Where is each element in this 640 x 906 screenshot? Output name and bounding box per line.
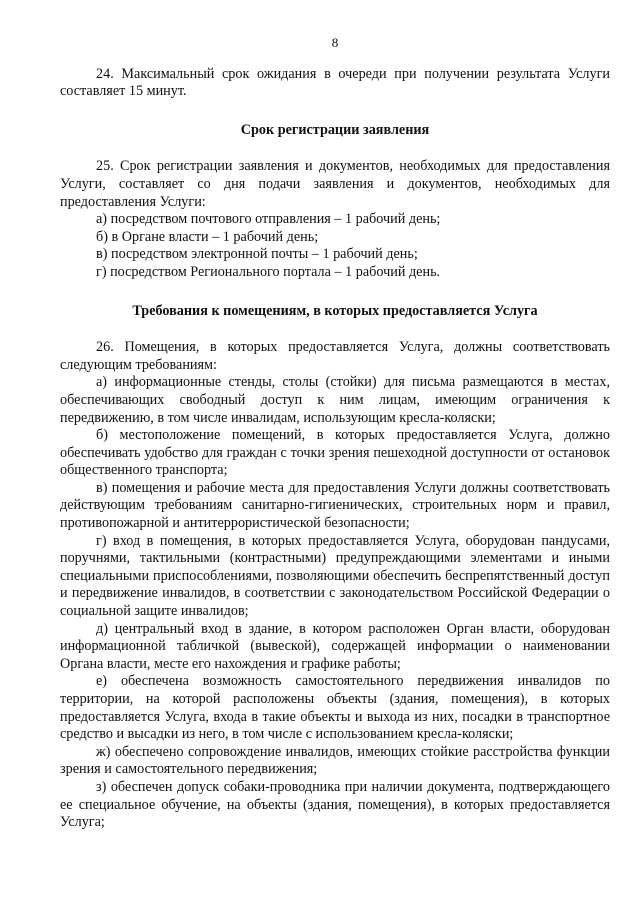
list-item: б) местоположение помещений, в которых предоставляется Услуга, должно обеспечивать удобство для граждан с точки зрения пешеходной доступности от остановок общественного транспорта; — [60, 427, 610, 479]
page-number: 8 — [331, 35, 339, 50]
paragraph-26: 26. Помещения, в которых предоставляется Услуга, должны соответствовать следующим требованиям: — [60, 339, 610, 373]
section-heading-premises: Требования к помещениям, в которых предоставляется Услуга — [132, 302, 538, 319]
paragraph-25: 25. Срок регистрации заявления и документов, необходимых для предоставления Услуги, составляет со дня подачи заявления и документов, необходимых для предоставления Услуги: — [60, 158, 610, 210]
list-item: ж) обеспечено сопровождение инвалидов, имеющих стойкие расстройства функции зрения и самостоятельного передвижения; — [60, 743, 610, 778]
list-item: а) посредством почтового отправления – 1 рабочий день; — [96, 211, 441, 228]
list-item: г) вход в помещения, в которых предоставляется Услуга, оборудован пандусами, поручнями, тактильными (контрастными) предупреждающими элементами и иными специальными приспособлениями, позволяющими обеспечить беспрепятственный доступ и передвижение инвалидов, в соответствии с законодательством Российской Федерации о социальной защите инвалидов; — [60, 532, 610, 620]
list-item: д) центральный вход в здание, в котором расположен Орган власти, оборудован информационной табличкой (вывеской), содержащей информации о наименовании Органа власти, месте его нахождения и графике работы; — [60, 620, 610, 672]
list-item: е) обеспечена возможность самостоятельного передвижения инвалидов по территории, на которой расположены объекты (здания, помещения), в которых предоставляется Услуга, входа в такие объекты и выхода из них, посадки в транспортное средство и высадки из него, в том числе с использованием кресла-коляски; — [60, 673, 610, 743]
list-item: б) в Органе власти – 1 рабочий день; — [96, 228, 319, 245]
section-heading-registration: Срок регистрации заявления — [240, 121, 430, 138]
document-page — [60, 34, 610, 832]
list-item: г) посредством Регионального портала – 1 рабочий день. — [96, 263, 441, 280]
paragraph-24: 24. Максимальный срок ожидания в очереди при получении результата Услуги составляет 15 минут. — [60, 65, 610, 100]
list-item: а) информационные стенды, столы (стойки) для письма размещаются в местах, обеспечивающих свободный доступ к ним лицам, имеющим ограничения к передвижению, в том числе инвалидам, использующим кресла-коляски; — [60, 374, 610, 426]
list-item: з) обеспечен допуск собаки-проводника при наличии документа, подтверждающего ее специальное обучение, на объекты (здания, помещения), в которых предоставляется Услуга; — [60, 778, 610, 831]
list-item: в) посредством электронной почты – 1 рабочий день; — [96, 246, 418, 263]
list-item: в) помещения и рабочие места для предоставления Услуги должны соответствовать действующим требованиям санитарно-гигиенических, строительных норм и правил, противопожарной и антитеррористической безопасности; — [60, 479, 610, 532]
